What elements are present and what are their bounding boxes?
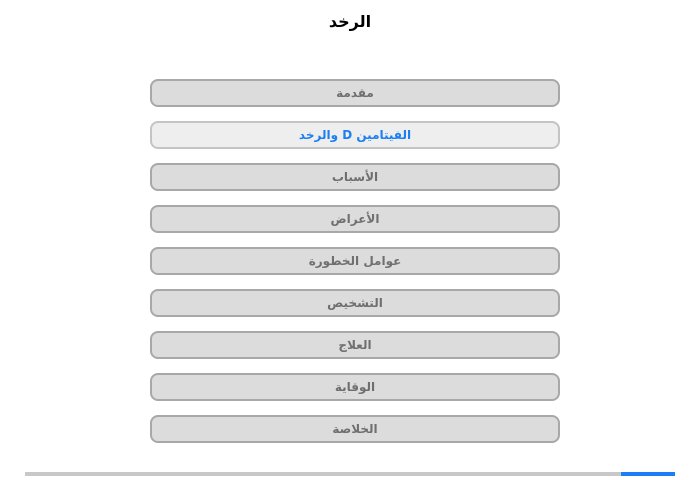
page-title: الرخد xyxy=(328,12,372,31)
progress-bar xyxy=(25,472,675,476)
menu-item-vitamin-d[interactable]: الفيتامين D والرخد xyxy=(150,121,560,149)
menu-item-risk-factors[interactable]: عوامل الخطورة xyxy=(150,247,560,275)
section-menu xyxy=(150,79,560,457)
menu-item-summary[interactable]: الخلاصة xyxy=(150,415,560,443)
menu-item-symptoms[interactable]: الأعراض xyxy=(150,205,560,233)
progress-bar-fill xyxy=(621,472,675,476)
menu-item-prevention[interactable]: الوقاية xyxy=(150,373,560,401)
menu-item-treatment[interactable]: العلاج xyxy=(150,331,560,359)
menu-item-introduction[interactable]: مقدمة xyxy=(150,79,560,107)
menu-item-diagnosis[interactable]: التشخيص xyxy=(150,289,560,317)
menu-item-causes[interactable]: الأسباب xyxy=(150,163,560,191)
